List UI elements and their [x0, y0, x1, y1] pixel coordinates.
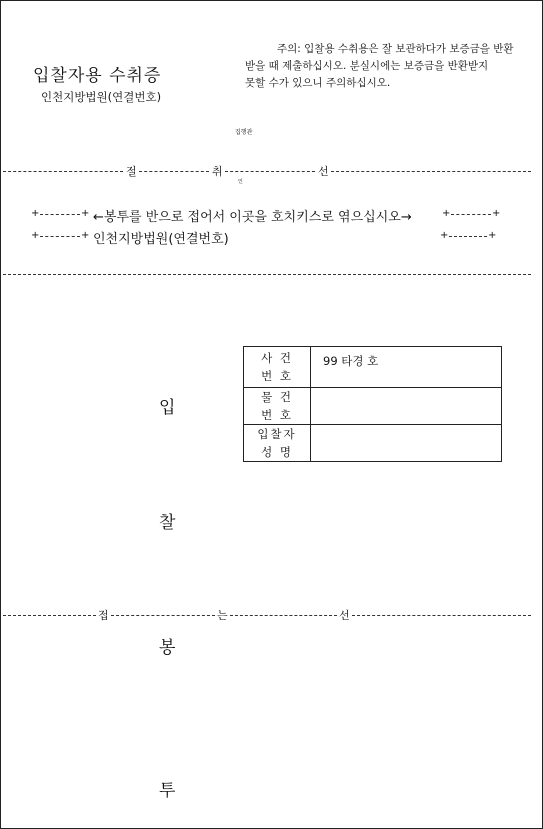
item-number-label: [244, 388, 311, 425]
case-number-row: [244, 347, 502, 388]
cut-line-dash: [331, 171, 531, 172]
notice-line-3: 못할 수가 있으니 주의하십시오.: [245, 77, 391, 89]
notice-line-1: 주의: 입찰용 수취용은 잘 보관하다가 보증금을 반환: [277, 43, 514, 55]
case-number-label-bottom: 번 호: [261, 369, 293, 383]
fold-line-dash: [230, 615, 337, 616]
bidder-name-field[interactable]: [311, 425, 502, 462]
fold-line-char-1: 접: [98, 609, 109, 622]
cut-line-dash: [3, 171, 123, 172]
case-number-field[interactable]: [311, 347, 502, 388]
vertical-title-char-1: 입: [159, 398, 176, 418]
case-info-table: [243, 346, 502, 462]
item-number-label-top: 물 건: [261, 390, 293, 404]
item-number-row: [244, 388, 502, 425]
vertical-title-char-4: 투: [159, 781, 176, 801]
cut-line-char-1: 절: [126, 165, 137, 178]
fold-line-dash: [352, 615, 531, 616]
staple-guide-line: [451, 214, 491, 215]
bailiff-seal-label: 집행관: [235, 129, 253, 136]
plus-mark: +: [81, 208, 90, 219]
item-number-label-bottom: 번 호: [261, 408, 293, 422]
cut-line: [1, 164, 542, 178]
bidder-name-label-bottom: 성 명: [261, 445, 293, 459]
vertical-title-char-3: 봉: [159, 638, 176, 658]
case-number-value: 99 타경 호: [323, 354, 379, 368]
fold-line-dash: [111, 615, 215, 616]
seal-small-mark: 인: [238, 179, 243, 185]
vertical-title-char-2: 찰: [159, 513, 176, 533]
plus-mark: +: [440, 230, 449, 241]
staple-guide-line: [449, 236, 487, 237]
cut-line-char-2: 취: [212, 165, 223, 178]
cut-line-dash: [225, 171, 315, 172]
plus-mark: +: [488, 230, 497, 241]
item-number-field[interactable]: [311, 388, 502, 425]
fold-line-char-3: 선: [339, 609, 350, 622]
case-number-label-top: 사 건: [261, 351, 293, 365]
plus-mark: +: [81, 230, 90, 241]
staple-guide-line: [40, 236, 80, 237]
staple-guide-line: [40, 214, 80, 215]
bidder-name-row: [244, 425, 502, 462]
bidder-name-label-top: 입찰자: [257, 427, 297, 441]
cut-line-char-3: 선: [318, 165, 329, 178]
case-number-label: [244, 347, 311, 388]
receipt-court-name: 인천지방법원(연결번호): [41, 90, 162, 104]
envelope-court-name: 인천지방법원(연결번호): [93, 232, 229, 247]
cut-line-dash: [139, 171, 209, 172]
plus-mark: +: [442, 208, 451, 219]
plus-mark: +: [492, 208, 501, 219]
receipt-title: 입찰자용 수취증: [33, 66, 162, 86]
bidder-name-label: [244, 425, 311, 462]
plus-mark: +: [31, 208, 40, 219]
plus-mark: +: [31, 230, 40, 241]
staple-instruction: ←봉투를 반으로 접어서 이곳을 호치키스로 엮으십시오→: [93, 210, 412, 225]
fold-line: [1, 608, 542, 622]
fold-line-dash: [3, 615, 96, 616]
notice-line-2: 받을 때 제출하십시오. 분실시에는 보증금을 반환받지: [245, 60, 489, 72]
section-divider-dashed: [3, 274, 531, 275]
receipt-notice: [245, 41, 543, 92]
fold-line-char-2: 는: [217, 609, 228, 622]
